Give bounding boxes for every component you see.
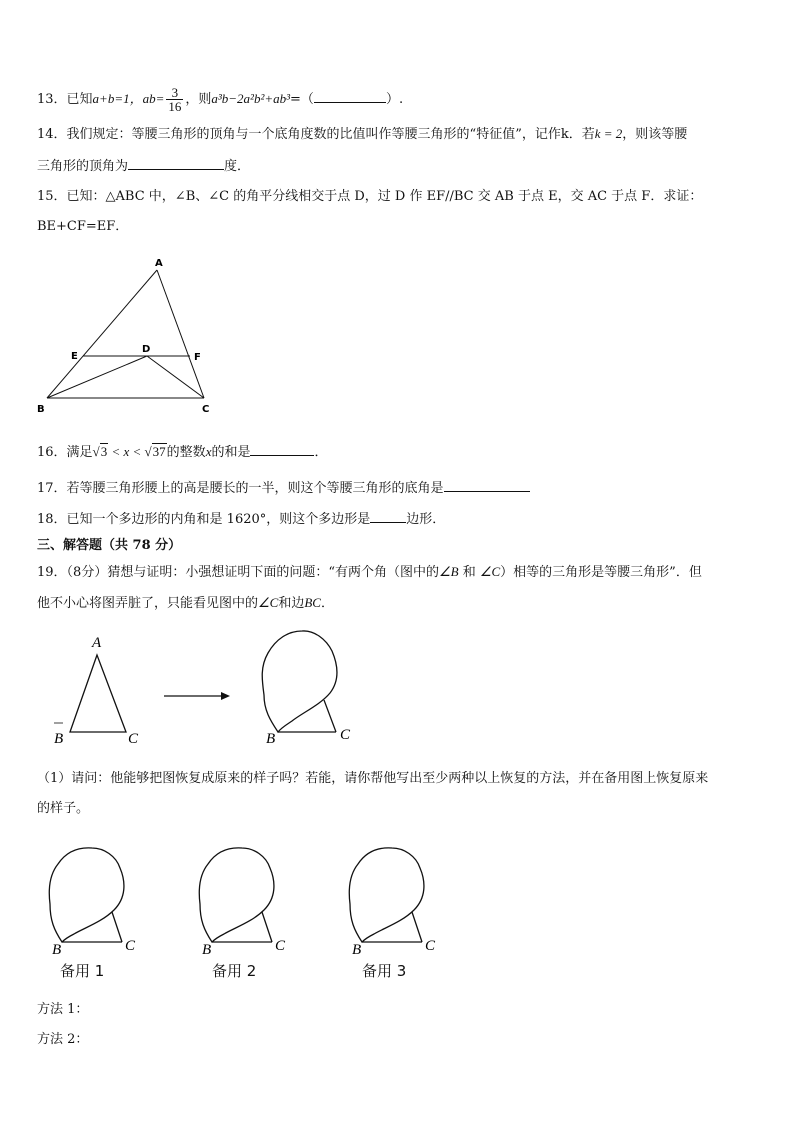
question-19-line1: 19．（8分）猜想与证明：小强想证明下面的问题：“有两个角（图中的∠B 和 ∠C）相等的三角形是等腰三角形”．但 (37, 564, 702, 580)
question-15-line1: 15．已知：△ABC 中，∠B、∠C 的角平分线相交于点 D，过 D 作 EF//BC 交 AB 于点 E，交 AC 于点 F．求证： (37, 189, 703, 204)
label-B: B (266, 731, 276, 747)
spare-figure-2 (192, 842, 302, 960)
side-AB (47, 270, 157, 398)
answer-blank[interactable] (250, 443, 314, 456)
label-D: D (142, 344, 151, 355)
spare-label-3: 备用 3 (362, 962, 407, 980)
label-E: E (71, 351, 78, 362)
sqrt-3: √3 (92, 444, 108, 459)
side-AC (157, 270, 204, 398)
answer-blank[interactable] (370, 510, 406, 523)
label-B: B (54, 731, 64, 747)
question-13: 13．已知a+b=1，ab= $\frac{3}{16}$ ，则a³b−2a²b²+ab³=（ ）. (37, 85, 404, 114)
section-title: 三、解答题（共 78 分） (37, 538, 182, 553)
question-15-line2: BE+CF=EF． (37, 219, 129, 234)
spare-figure-1 (42, 842, 152, 960)
triangle-figure-15 (30, 250, 230, 420)
smudged-triangle (262, 631, 337, 732)
label-C: C (202, 404, 210, 415)
label-C: C (275, 938, 286, 954)
spare-figure-3 (342, 842, 452, 960)
label-C: C (125, 938, 136, 954)
sqrt-37: √37 (144, 444, 166, 459)
question-17: 17．若等腰三角形腰上的高是腰长的一半，则这个等腰三角形的底角是 (37, 479, 530, 498)
label-B: B (202, 942, 212, 958)
question-14-line2: 三角形的顶角为 度． (37, 159, 251, 174)
segment-BD (47, 356, 147, 398)
smudge-blob (262, 631, 337, 732)
fraction: $\frac{3}{16}$ (168, 85, 182, 114)
question-19-line2: 他不小心将图弄脏了，只能看见图中的∠C和边BC． (37, 595, 334, 611)
label-B: B (352, 942, 362, 958)
label-C: C (425, 938, 436, 954)
label-A: A (92, 635, 102, 651)
label-F: F (194, 352, 201, 363)
answer-blank[interactable] (444, 479, 530, 492)
question-19-1-line2: 的样子。 (37, 801, 90, 816)
label-B: B (37, 404, 45, 415)
question-16: 16．满足√3 < x < √37的整数x的和是 ． (37, 444, 328, 460)
arrow-icon (164, 692, 230, 700)
label-C: C (128, 731, 139, 747)
method-1: 方法 1： (37, 1002, 89, 1017)
question-14-line1: 14．我们规定：等腰三角形的顶角与一个底角度数的比值叫作等腰三角形的“特征值”，记作k．若k = 2，则该等腰 (37, 126, 688, 142)
spare-label-2: 备用 2 (212, 962, 257, 980)
method-2: 方法 2： (37, 1032, 89, 1047)
figure-19 (40, 625, 380, 750)
answer-blank[interactable] (128, 157, 224, 170)
question-18: 18．已知一个多边形的内角和是 1620°，则这个多边形是 边形． (37, 512, 446, 527)
question-19-1-line1: （1）请问：他能够把图恢复成原来的样子吗？若能，请你帮他写出至少两种以上恢复的方法，并在备用图上恢复原来 (37, 771, 709, 786)
spare-label-1: 备用 1 (60, 962, 105, 980)
triangle-ABC (70, 655, 126, 732)
label-C: C (340, 727, 351, 743)
answer-blank[interactable] (314, 90, 386, 103)
label-B: B (52, 942, 62, 958)
label-A: A (155, 258, 163, 269)
